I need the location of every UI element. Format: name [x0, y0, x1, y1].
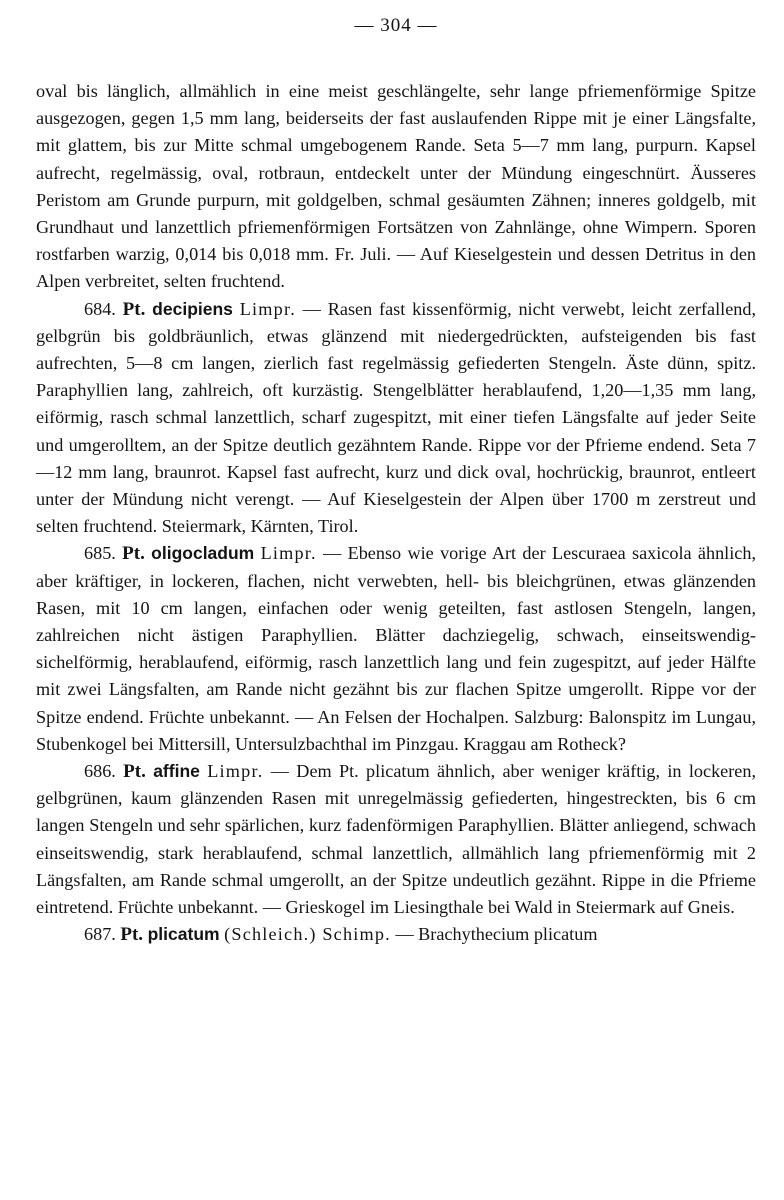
species-name: decipiens	[152, 298, 233, 319]
entry-description: — Rasen fast kissenförmig, nicht verwebt, leicht zerfallend, gelbgrün bis goldbräunlich, etwas glänzend mit niedergedrückten, aufsteigenden bis fast aufrechten, 5—8 cm langen, zierlich fast regelmässig gefiederten Stengeln. Äste dünn, spitz. Paraphyllien lang, zahlreich, oft kurzästig. Stengelblätter herablaufend, 1,20—1,35 mm lang, eiförmig, rasch schmal lanzettlich, scharf zugespitzt, mit einer tiefen Längsfalte auf jeder Seite und umgerolltem, an der Spitze deutlich gezähntem Rande. Rippe vor der Pfrieme endend. Seta 7—12 mm lang, braunrot. Kapsel fast aufrecht, kurz und dick oval, hochrückig, braunrot, entleert unter der Mündung nicht verengt. — Auf Kieselgestein der Alpen über 1700 m zerstreut und selten fruchtend. Steiermark, Kärnten, Tirol.	[36, 298, 757, 537]
entry-number: 684.	[84, 298, 116, 319]
page-number: — 304 —	[354, 15, 438, 36]
species-name: plicatum	[147, 924, 220, 945]
species-name: oligocladum	[151, 543, 255, 564]
genus-name: Pt.	[120, 924, 144, 946]
entry-description: — Brachythecium plicatum	[395, 924, 598, 945]
entry-number: 687.	[84, 924, 116, 945]
entry-number: 686.	[84, 761, 116, 782]
entry-description: — Ebenso wie vorige Art der Lescuraea saxicola ähnlich, aber kräftiger, in lockeren, flachen, nicht verwebten, hell- bis bleichgrünen, etwas glänzenden Rasen, mit 10 cm langen, einfachen oder wenig geteilten, fast astlosen Stengeln, langen, zahlreichen nicht ästigen Paraphyllien. Blätter dachziegelig, schwach, einseitswendig-sichelförmig, herablaufend, eiförmig, rasch lanzettlich lang und fein zugespitzt, auf jeder Hälfte mit zwei Längsfalten, am Rande nicht gezähnt bis zur flachen Spitze umgerollt. Rippe vor der Spitze endend. Früchte unbekannt. — An Felsen der Hochalpen. Salzburg: Balonspitz im Lungau, Stubenkogel bei Mittersill, Untersulzbachthal im Pinzgau. Kraggau am Rotheck?	[36, 543, 756, 754]
entry-description: — Dem Pt. plicatum ähnlich, aber weniger kräftig, in lockeren, gelbgrünen, kaum glänzenden Rasen mit unregelmässig gefiederten, hingestreckten, bis 6 cm langen Stengeln und sehr spärlichen, kurz fadenförmigen Paraphyllien. Blätter anliegend, schwach einseitswendig, stark herablaufend, schmal lanzettlich, allmählich lang pfriemenförmig mit 2 Längsfalten, am Rande schmal umgerollt, an der Spitze undeutlich gezähnt. Rippe in die Pfrieme eintretend. Früchte unbekannt. — Grieskogel im Liesingthale bei Wald in Steiermark auf Gneis.	[36, 761, 757, 918]
species-entry-685	[36, 540, 756, 758]
species-name: affine	[153, 761, 200, 782]
species-entry-687	[36, 921, 756, 948]
genus-name: Pt.	[122, 298, 146, 320]
genus-name: Pt.	[122, 543, 145, 565]
intro-paragraph: oval bis länglich, allmählich in eine meist geschlängelte, sehr lange pfriemenförmige Spitze ausgezogen, gegen 1,5 mm lang, beiderseits der fast auslaufenden Rippe mit je einer Längsfalte, mit glattem, bis zur Mitte schmal umgebogenem Rande. Seta 5—7 mm lang, purpurn. Kapsel aufrecht, regelmässig, oval, rotbraun, entdeckelt unter der Mündung eingeschnürt. Äusseres Peristom am Grunde purpurn, mit goldgelben, schmal gesäumten Zähnen; inneres goldgelb, mit Grundhaut und lanzettlich pfriemenförmigen Fortsätzen von Zahnlänge, ohne Wimpern. Sporen rostfarben warzig, 0,014 bis 0,018 mm. Fr. Juli. — Auf Kieselgestein und dessen Detritus in den Alpen verbreitet, selten fruchtend.	[36, 81, 756, 292]
genus-name: Pt.	[123, 761, 146, 783]
book-page	[36, 12, 756, 1192]
entry-number: 685.	[84, 543, 116, 564]
author-name: Limpr.	[207, 761, 264, 782]
page-body	[36, 78, 756, 949]
author-name: Limpr.	[260, 543, 317, 564]
author-name: Limpr.	[239, 298, 296, 319]
species-entry-684	[36, 296, 756, 541]
author-name: (Schleich.) Schimp.	[224, 924, 391, 945]
species-entry-686	[36, 758, 756, 921]
